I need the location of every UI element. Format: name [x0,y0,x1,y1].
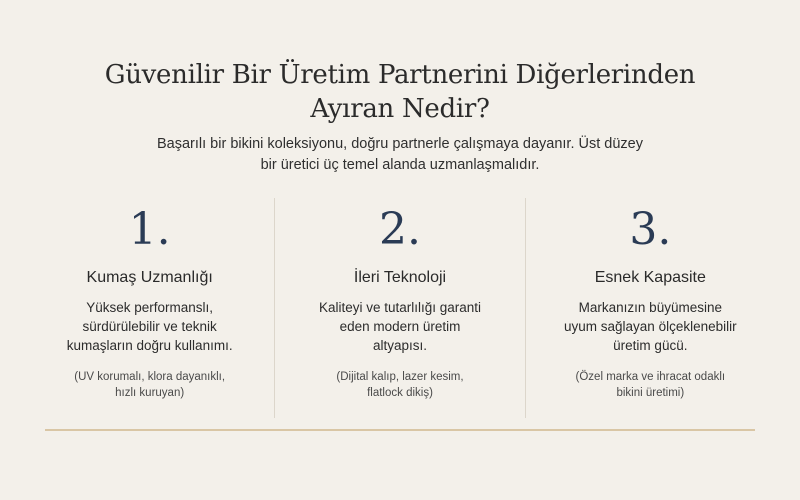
feature-description [25,298,274,355]
feature-note [275,369,524,401]
feature-description-line: Markanızın büyümesine [578,300,722,315]
feature-description-line: sürdürülebilir ve teknik [82,319,217,334]
feature-description-line: uyum sağlayan ölçeklenebilir [564,319,737,334]
feature-note-line: (Özel marka ve ihracat odaklı [575,371,726,383]
page-title-line-2: Ayıran Nedir? [310,94,490,124]
feature-number: 2. [379,204,421,255]
feature-number: 1. [128,204,171,255]
feature-title: İleri Teknoloji [353,269,447,286]
feature-note-line: hızlı kuruyan) [115,387,185,399]
feature-number: 3. [629,204,672,255]
feature-note-line: (Dijital kalıp, lazer kesim, [336,371,464,383]
feature-description [526,298,775,355]
intro-line-2: bir üretici üç temel alanda uzmanlaşmalıdır. [260,157,540,173]
intro-text [0,134,800,176]
page-title [0,58,800,126]
intro-line-1: Başarılı bir bikini koleksiyonu, doğru partnerle çalışmaya dayanır. Üst düzey [157,136,643,152]
feature-title: Kumaş Uzmanlığı [86,269,213,286]
feature-note [526,369,775,401]
feature-description-line: eden modern üretim [339,319,461,334]
feature-note-line: bikini üretimi) [616,387,685,399]
page-title-line-1: Güvenilir Bir Üretim Partnerini Diğerlerinden [104,60,696,90]
feature-column-fabric [25,198,274,418]
feature-description-line: kumaşların doğru kullanımı. [66,338,233,353]
feature-description-line: Yüksek performanslı, [86,300,214,315]
features-columns [25,198,775,418]
feature-title: Esnek Kapasite [594,269,706,286]
bottom-divider [45,429,755,431]
feature-description-line: üretim gücü. [613,338,688,353]
feature-column-technology [274,198,524,418]
feature-description-line: altyapısı. [372,338,427,353]
feature-note-line: flatlock dikiş) [367,387,433,399]
feature-note-line: (UV korumalı, klora dayanıklı, [74,371,226,383]
feature-note [25,369,274,401]
feature-description-line: Kaliteyi ve tutarlılığı garanti [318,300,482,315]
feature-column-capacity [525,198,775,418]
feature-description [275,298,524,355]
